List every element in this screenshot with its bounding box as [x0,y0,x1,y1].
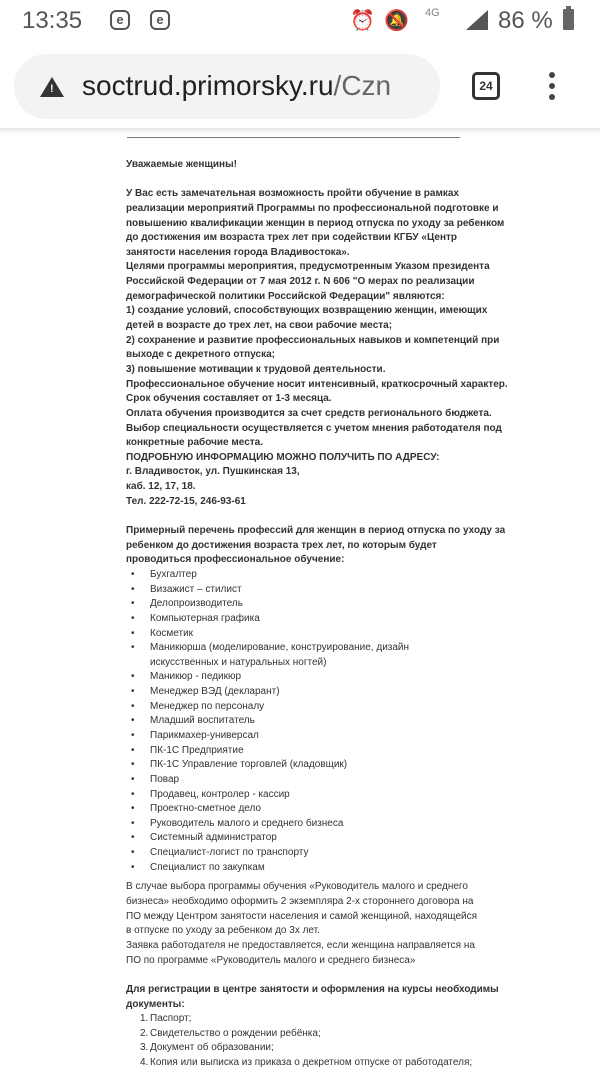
address-bar[interactable] [14,54,440,119]
list-item [126,641,506,670]
heading-line: документы: [126,998,185,1010]
bullet-icon: • [131,759,135,771]
bullet-icon: • [131,568,135,580]
bullet-icon: • [131,598,135,610]
bullet-icon: • [131,803,135,815]
document-item [126,1012,506,1027]
heading-line: ребенком до достижения возраста трех лет, по которым будет [126,539,437,551]
heading-line: Для регистрации в центре занятости и оформления на курсы необходимы [126,983,499,995]
text-line: Профессиональное обучение носит интенсивный, краткосрочный характер. [126,378,508,390]
document-item [126,1041,506,1056]
heading-line: Примерный перечень профессий для женщин в период отпуска по уходу за [126,525,506,537]
bullet-icon: • [131,686,135,698]
list-item-text: ПК-1С Предприятие [150,744,244,756]
list-item [126,568,506,583]
text-line: конкретные рабочие места. [126,437,264,449]
text-line: г. Владивосток, ул. Пушкинская 13, [126,466,300,478]
professions-list [126,568,506,875]
list-item-text: Маникюрша (моделирование, конструирование, дизайн [150,642,410,654]
list-item [126,597,506,612]
text-line: Оплата обучения производится за счет средств регионального бюджета. [126,407,492,419]
list-item [126,802,506,817]
bullet-icon: • [131,583,135,595]
heading-line: проводиться профессиональное обучение: [126,554,345,566]
list-item-text: Менеджер по персоналу [150,700,265,712]
list-item-text: Продавец, контролер - кассир [150,788,290,800]
text-line: ПОДРОБНУЮ ИНФОРМАЦИЮ МОЖНО ПОЛУЧИТЬ ПО АДРЕСУ: [126,451,440,463]
list-item-text: Системный администратор [150,832,277,844]
bullet-icon: • [131,700,135,712]
text-line: ПО между Центром занятости населения и самой женщиной, находящейся [126,910,478,922]
text-line: до достижения им возраста трех лет при содействии КГБУ «Центр [126,232,457,244]
alarm-icon: ⏰ [350,10,375,32]
bullet-icon: • [131,642,135,654]
bullet-icon: • [131,788,135,800]
item-number: 3. [140,1042,149,1054]
list-item-text: ПК-1С Управление торговлей (кладовщик) [150,759,348,771]
item-number: 1. [140,1013,149,1025]
text-line: 3) повышение мотивации к трудовой деятельности. [126,363,386,375]
bullet-icon: • [131,627,135,639]
bullet-icon: • [131,861,135,873]
list-item [126,861,506,876]
list-item [126,846,506,861]
professions-heading [126,524,506,568]
list-item [126,758,506,773]
text-line: занятости населения города Владивостока». [126,246,350,258]
battery-percent: 86 % [498,7,553,34]
document-item [126,1027,506,1042]
bullet-icon: • [131,773,135,785]
battery-icon [563,9,574,30]
e-icon: e [150,10,170,30]
text-line: В случае выбора программы обучения «Руководитель малого и среднего [126,881,468,893]
item-number: 4. [140,1057,149,1069]
toolbar-shadow [0,128,600,134]
text-line: выходе с декретного отпуска; [126,349,275,361]
intro-section [126,187,506,509]
e-icon: e [110,10,130,30]
list-item-text: Маникюр - педикюр [150,671,242,683]
network-type: 4G [425,7,440,19]
text-line: У Вас есть замечательная возможность пройти обучение в рамках [126,188,459,200]
text-line: каб. 12, 17, 18. [126,481,196,493]
item-text: Паспорт; [150,1013,192,1025]
documents-list [126,1012,506,1071]
list-item [126,831,506,846]
item-text: Свидетельство о рождении ребёнка; [150,1027,321,1039]
list-item [126,685,506,700]
text-line: повышению квалификации женщин в период отпуска по уходу за ребенком [126,217,505,229]
text-line: Российской Федерации от 7 мая 2012 г. N 606 "О мерах по реализации [126,276,475,288]
note-section [126,880,506,968]
text-line: демографической политики Российской Федерации" являются: [126,290,445,302]
text-line: 1) создание условий, способствующих возвращению женщин, имеющих [126,305,488,317]
bullet-icon: • [131,847,135,859]
bullet-icon: • [131,817,135,829]
list-item-text: Повар [150,773,180,785]
bullet-icon: • [131,744,135,756]
text-line: в отпуске по уходу за ребенком до 3х лет. [126,925,320,937]
divider [127,137,460,138]
list-item-text: Парикмахер-универсал [150,729,259,741]
list-item [126,788,506,803]
clock: 13:35 [22,7,83,34]
list-item [126,670,506,685]
list-item-text: Специалист по закупкам [150,861,265,873]
item-text: Документ об образовании; [150,1042,274,1054]
list-item-text: Визажист – стилист [150,583,242,595]
bullet-icon: • [131,715,135,727]
bell-off-icon: 🔕 [384,10,409,32]
list-item [126,700,506,715]
list-item-text: Менеджер ВЭД (декларант) [150,686,280,698]
text-line: Выбор специальности осуществляется с учетом мнения работодателя под [126,422,502,434]
url-text[interactable]: soctrud.primorsky.ru/Czn [82,70,392,101]
list-item-text: искусственных и натуральных ногтей) [150,656,327,668]
bullet-icon: • [131,729,135,741]
text-line: детей в возрасте до трех лет, на свои рабочие места; [126,320,393,332]
tab-switcher-button[interactable]: 24 [472,72,500,100]
item-number: 2. [140,1027,149,1039]
text-line: Заявка работодателя не предоставляется, если женщина направляется на [126,939,475,951]
list-item-text: Делопроизводитель [150,598,243,610]
more-menu-icon[interactable] [549,72,555,105]
text-line: Целями программы мероприятия, предусмотренным Указом президента [126,261,490,273]
text-line: Тел. 222-72-15, 246-93-61 [126,495,246,507]
list-item-text: Специалист-логист по транспорту [150,847,309,859]
list-item-text: Руководитель малого и среднего бизнеса [150,817,344,829]
signal-icon [466,10,488,30]
list-item-text: Бухгалтер [150,568,197,580]
document-item [126,1056,506,1071]
list-item [126,773,506,788]
list-item-text: Компьютерная графика [150,612,260,624]
greeting: Уважаемые женщины! [126,159,237,170]
text-line: бизнеса» необходимо оформить 2 экземпляра 2-х стороннего договора на [126,896,474,908]
list-item [126,583,506,598]
list-item [126,729,506,744]
bullet-icon: • [131,671,135,683]
documents-heading [126,983,506,1012]
article-content [126,158,506,1071]
list-item-text: Младший воспитатель [150,715,255,727]
list-item [126,817,506,832]
list-item-text: Косметик [150,627,194,639]
list-item [126,714,506,729]
text-line: ПО по программе «Руководитель малого и среднего бизнеса» [126,954,416,966]
bullet-icon: • [131,832,135,844]
text-line: Срок обучения составляет от 1-3 месяца. [126,393,332,405]
text-line: реализации мероприятий Программы по профессиональной подготовке и [126,202,499,214]
status-bar [0,0,600,44]
warning-triangle-icon[interactable]: ! [40,77,64,97]
list-item [126,744,506,759]
list-item [126,627,506,642]
bullet-icon: • [131,612,135,624]
item-text: Копия или выписка из приказа о декретном отпуске от работодателя; [150,1057,473,1069]
list-item-text: Проектно-сметное дело [150,803,262,815]
list-item [126,612,506,627]
text-line: 2) сохранение и развитие профессиональных навыков и компетенций при [126,334,500,346]
